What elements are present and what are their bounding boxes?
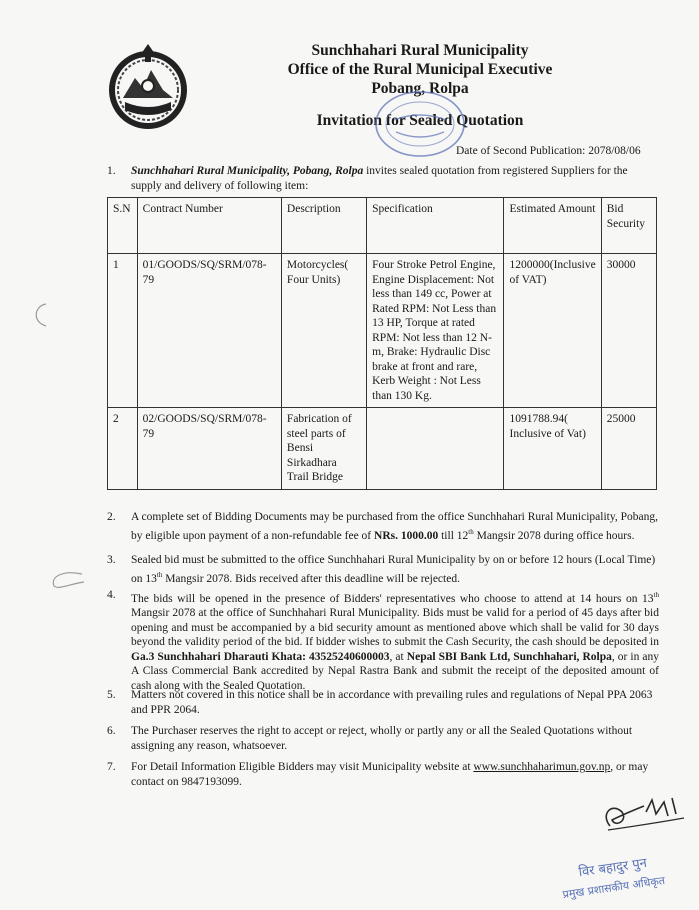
item-text: , or in any A Class Commercial Bank accredited by Nepal Rastra Bank and submit the receipt of the deposited amount of cash along with the Sealed Quotation. bbox=[131, 650, 660, 692]
municipality-name-inline: Sunchhahari Rural Municipality, Pobang, Rolpa bbox=[131, 165, 364, 177]
table-header-row bbox=[108, 198, 657, 254]
column-header: Estimated Amount bbox=[504, 198, 601, 254]
intro-text: invites sealed quotation from registered Suppliers for the supply and delivery of following item: bbox=[131, 165, 628, 192]
deposit-account: Ga.3 Sunchhahari Dharauti Khata: 43525240600003 bbox=[131, 650, 390, 663]
handwritten-signature bbox=[560, 790, 695, 850]
cell-bid-security: 30000 bbox=[601, 254, 656, 408]
item-text: Mangsir 2078 at the office of Sunchhahari Rural Municipality. Bids must be valid for a period of 45 days after bid opening and must be accompanied by a bid security amount as mentioned above which shall be valid for 30 days beyond the validity period of the bid. If bidder wishes to submit the Cash Security, the cash should be deposited in bbox=[131, 607, 659, 649]
signature-block bbox=[560, 790, 695, 905]
ordinal-suffix: th bbox=[468, 527, 474, 536]
item-number: 3. bbox=[107, 554, 116, 566]
cell-bid-security: 25000 bbox=[601, 408, 656, 490]
column-header: Specification bbox=[367, 198, 504, 254]
ordinal-suffix: th bbox=[653, 591, 659, 599]
punch-mark bbox=[44, 568, 88, 592]
item-number: 5. bbox=[107, 689, 116, 701]
item-text: , at bbox=[389, 650, 407, 663]
cell-sn: 1 bbox=[108, 254, 138, 408]
municipality-name: Sunchhahari Rural Municipality bbox=[311, 42, 529, 59]
office-name: Office of the Rural Municipal Executive bbox=[287, 61, 553, 78]
item-number: 2. bbox=[107, 511, 116, 523]
table-row bbox=[108, 408, 657, 490]
cell-specification: Four Stroke Petrol Engine, Engine Displacement: Not less than 149 cc, Power at Rated RPM: Not Less than 13 HP, Torque at rated RPM: Not less than 12 N-m, Brake: Hydraulic Disc brake at front and rare, Kerb Weight : Not Less than 130 Kg. bbox=[367, 254, 504, 408]
office-location: Pobang, Rolpa bbox=[371, 80, 469, 97]
publication-date: Date of Second Publication: 2078/08/06 bbox=[456, 145, 641, 157]
item-text: For Detail Information Eligible Bidders may visit Municipality website at bbox=[131, 761, 474, 773]
cell-contract-number: 01/GOODS/SQ/SRM/078-79 bbox=[137, 254, 281, 408]
cell-description: Fabrication of steel parts of Bensi Sirkadhara Trail Bridge bbox=[281, 408, 366, 490]
item-text: A complete set of Bidding Documents may be purchased from the office Sunchhahari Rural Municipality, Pobang, by eligible upon payment of a non-refundable fee of bbox=[131, 511, 658, 542]
item-text: Mangsir 2078 during office hours. bbox=[473, 529, 635, 542]
table-row bbox=[108, 254, 657, 408]
notice-title: Invitation for Sealed Quotation bbox=[316, 112, 524, 129]
column-header: Contract Number bbox=[137, 198, 281, 254]
cell-contract-number: 02/GOODS/SQ/SRM/078-79 bbox=[137, 408, 281, 490]
item-number: 7. bbox=[107, 761, 116, 773]
ordinal-suffix: th bbox=[156, 570, 163, 579]
item-text: Sealed bid must be submitted to the office Sunchhahari Rural Municipality by on or before 12 hours (Local Time) on 13 bbox=[131, 554, 656, 585]
punch-mark bbox=[28, 300, 52, 330]
cell-description: Motorcycles( Four Units) bbox=[281, 254, 366, 408]
item-text: The bids will be opened in the presence of Bidders' representatives who choose to attend at 14 hours on 13 bbox=[131, 592, 654, 605]
cell-specification bbox=[367, 408, 504, 490]
cell-sn: 2 bbox=[108, 408, 138, 490]
column-header: S.N bbox=[108, 198, 138, 254]
office-stamp bbox=[370, 82, 470, 162]
item-text: till 12 bbox=[438, 529, 469, 542]
cell-estimated-amount: 1091788.94( Inclusive of Vat) bbox=[504, 408, 601, 490]
item-text: , or may contact on 9847193099. bbox=[131, 761, 649, 788]
document-fee: NRs. 1000.00 bbox=[374, 529, 439, 542]
item-text: The Purchaser reserves the right to accept or reject, wholly or partly any or all the Sealed Quotations without assigning any reason, whatsoever. bbox=[131, 725, 633, 752]
municipality-emblem bbox=[105, 40, 191, 130]
column-header: Bid Security bbox=[601, 198, 656, 254]
item-number: 4. bbox=[107, 589, 116, 601]
officer-designation: प्रमुख प्रशासकीय अधिकृत bbox=[561, 873, 666, 902]
item-text: Matters not covered in this notice shall be in accordance with prevailing rules and regulations of Nepal PPA 2063 and PPR 2064. bbox=[131, 689, 653, 716]
item-number: 1. bbox=[107, 165, 116, 177]
item-text: Mangsir 2078. Bids received after this deadline will be rejected. bbox=[162, 572, 460, 585]
bank-name: Nepal SBI Bank Ltd, Sunchhahari, Rolpa bbox=[406, 650, 612, 663]
officer-name: विर बहादुर पुन bbox=[577, 855, 648, 881]
cell-estimated-amount: 1200000(Inclusive of VAT) bbox=[504, 254, 601, 408]
column-header: Description bbox=[281, 198, 366, 254]
quotation-table bbox=[107, 197, 657, 490]
item-number: 6. bbox=[107, 725, 116, 737]
municipality-website-link[interactable]: www.sunchhaharimun.gov.np bbox=[473, 761, 611, 773]
